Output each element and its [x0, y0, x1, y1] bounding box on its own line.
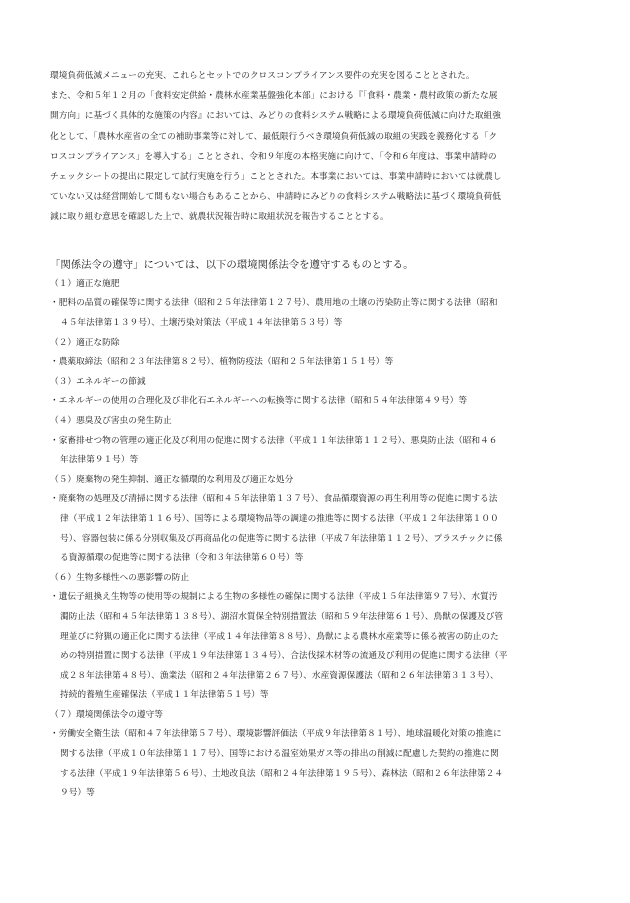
law-line: ・労働安全衛生法（昭和４７年法律第５７号）、環境影響評価法（平成９年法律第８１号）、地球温暖化対策の推進に — [50, 729, 502, 740]
intro-line: 環境負荷低減メニューの充実、これらとセットでのクロスコンプライアンス要件の充実を図ることとされた。 — [50, 71, 475, 81]
law-line: ・肥料の品質の確保等に関する法律（昭和２５年法律第１２７号）、農用地の土壌の汚染防止等に関する法律（昭和 — [50, 298, 498, 309]
law-line: 成２８年法律第４８号）、漁業法（昭和２４年法律第２６７号）、水産資源保護法（昭和２６年法律第３１３号）、 — [60, 670, 499, 681]
law-line: する法律（平成１９年法律第５６号）、土地改良法（昭和２４年法律第１９５号）、森林法（昭和２６年法律第２４ — [60, 768, 504, 779]
law-line: 年法律第９１号）等 — [60, 455, 139, 466]
law-line: 持続的養殖生産確保法（平成１１年法律第５１号）等 — [60, 690, 269, 701]
section-heading: （４）悪臭及び害虫の発生防止 — [50, 415, 172, 426]
law-line: 律（平成１２年法律第１１６号）、国等による環境物品等の調達の推進等に関する法律（平成１２年法律第１００ — [60, 513, 499, 524]
intro-paragraph — [50, 66, 585, 228]
section-heading: （２）適正な防除 — [50, 337, 120, 348]
intro-line: 開方向」に基づく具体的な施策の内容』においては、みどりの食料システム戦略による環境負荷低減に向けた取組強 — [50, 111, 501, 122]
law-line: 号）、容器包装に係る分別収集及び再商品化の促進等に関する法律（平成７年法律第１１２号）、プラスチックに係 — [60, 533, 503, 544]
document-page — [50, 66, 585, 804]
law-line: る資源循環の促進等に関する法律（令和３年法律第６０号）等 — [60, 553, 304, 564]
section-biodiversity — [50, 569, 585, 706]
section-heading: （６）生物多様性への悪影響の防止 — [50, 572, 189, 583]
law-line: ・遺伝子組換え生物等の使用等の規制による生物の多様性の確保に関する法律（平成１５年法律第９７号）、水質汚 — [50, 592, 498, 603]
law-line: ・廃棄物の処理及び清掃に関する法律（昭和４５年法律第１３７号）、食品循環資源の再生利用等の促進に関する法 — [50, 494, 498, 505]
section-pest-control — [50, 334, 585, 373]
section-heading: （１）適正な施肥 — [50, 278, 120, 289]
section-energy-saving — [50, 373, 585, 412]
section-heading: （７）環境関係法令の遵守等 — [50, 709, 163, 720]
intro-line: 減に取り組む意思を確認した上で、就農状況報告時に取組状況を報告することとする。 — [50, 212, 389, 223]
law-line: 濁防止法（昭和４５年法律第１３８号）、湖沼水質保全特別措置法（昭和５９年法律第６１号）、鳥獣の保護及び管 — [60, 611, 504, 622]
law-line: ４５年法律第１３９号）、土壌汚染対策法（平成１４年法律第５３号）等 — [60, 318, 343, 329]
paragraph-gap — [50, 228, 585, 255]
law-line: ・家畜排せつ物の管理の適正化及び利用の促進に関する法律（平成１１年法律第１１２号）、悪臭防止法（昭和４６ — [50, 435, 498, 446]
law-line: めの特別措置に関する法律（平成１９年法律第１３４号）、合法伐採木材等の流通及び利用の促進に関する法律（平 — [60, 651, 508, 662]
section-waste — [50, 471, 585, 569]
compliance-lead: 「関係法令の遵守」については、以下の環境関係法令を遵守するものとする。 — [50, 258, 414, 271]
section-odor-pests — [50, 412, 585, 471]
intro-line: また、令和５年１２月の「食料安定供給・農林水産業基盤強化本部」における『「食料・農業・農村政策の新たな展 — [50, 91, 498, 102]
law-line: ９号）等 — [60, 788, 95, 799]
law-line: 関する法律（平成１０年法律第１１７号）、国等における温室効果ガス等の排出の削減に配慮した契約の推進に関 — [60, 749, 499, 760]
intro-line: ていない又は経営開始して間もない場合もあることから、申請時にみどりの食料システム戦略法に基づく環境負荷低 — [50, 192, 501, 203]
intro-line: ロスコンプライアンス」を導入する」こととされ、令和９年度の本格実施に向けて、「令和６年度は、事業申請時の — [50, 151, 497, 162]
intro-line: チェックシートの提出に限定して試行実施を行う」こととされた。本事業においては、事業申請時においては就農し — [50, 172, 502, 183]
intro-line: 化として、「農林水産省の全ての補助事業等に対して、最低限行うべき環境負荷低減の取組の実践を義務化する「ク — [50, 131, 498, 142]
section-fertilization — [50, 275, 585, 334]
section-heading: （５）廃棄物の発生抑制、適正な循環的な利用及び適正な処分 — [50, 474, 294, 485]
section-environmental-laws — [50, 706, 585, 804]
law-line: ・エネルギーの使用の合理化及び非化石エネルギーへの転換等に関する法律（昭和５４年法律第４９号）等 — [50, 396, 467, 407]
section-heading: （３）エネルギーの節減 — [50, 376, 146, 387]
law-line: ・農薬取締法（昭和２３年法律第８２号）、植物防疫法（昭和２５年法律第１５１号）等 — [50, 357, 394, 368]
law-line: 理並びに狩猟の適正化に関する法律（平成１４年法律第８８号）、鳥獣による農林水産業等に係る被害の防止のた — [60, 631, 499, 642]
